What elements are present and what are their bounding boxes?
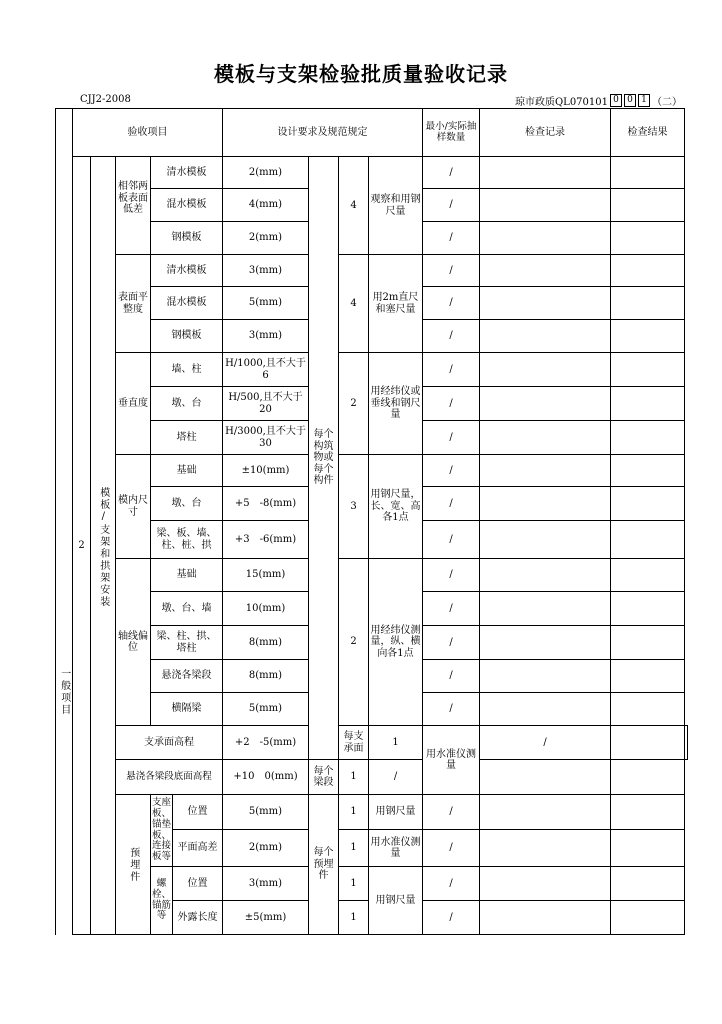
row-record[interactable] bbox=[480, 592, 611, 626]
row-sample: / bbox=[423, 559, 480, 592]
row-record[interactable] bbox=[480, 867, 611, 901]
row-spec: 3(mm) bbox=[223, 867, 309, 901]
bottom-sample: / bbox=[369, 760, 423, 795]
inspection-table bbox=[55, 108, 688, 935]
row-result[interactable] bbox=[611, 867, 685, 901]
bottom-item: 悬浇各梁段底面高程 bbox=[116, 760, 223, 795]
section-vertical-qty: 2 bbox=[339, 353, 369, 455]
freq-component: 每个构筑物或每个构件 bbox=[313, 429, 334, 487]
row-sample: / bbox=[423, 830, 480, 867]
row-spec: 3(mm) bbox=[223, 320, 309, 353]
row-item: 钢模板 bbox=[151, 222, 223, 255]
row-spec: 4(mm) bbox=[223, 189, 309, 222]
embedded-name-cell bbox=[116, 795, 151, 935]
row-item: 平面高差 bbox=[173, 830, 223, 867]
row-sample: / bbox=[423, 287, 480, 320]
row-item: 钢模板 bbox=[151, 320, 223, 353]
embedded-freq: 每个预埋件 bbox=[309, 795, 339, 935]
section-inner-qty: 3 bbox=[339, 455, 369, 559]
row-record[interactable] bbox=[611, 726, 685, 760]
row-method: 用钢尺量 bbox=[369, 795, 423, 830]
section-adjacent-name: 相邻两板表面低差 bbox=[116, 157, 151, 255]
bottom-freq: 每个梁段 bbox=[309, 760, 339, 795]
row-sample: / bbox=[423, 901, 480, 935]
row-result[interactable] bbox=[611, 901, 685, 935]
row-result[interactable] bbox=[685, 726, 688, 760]
row-item: 基础 bbox=[151, 559, 223, 592]
category-label: 一般项目 bbox=[58, 667, 70, 716]
row-record[interactable] bbox=[480, 320, 611, 353]
row-record[interactable] bbox=[480, 287, 611, 320]
row-sample: / bbox=[423, 521, 480, 559]
row-sample: / bbox=[423, 660, 480, 693]
row-sample: / bbox=[423, 592, 480, 626]
row-result[interactable] bbox=[611, 626, 685, 660]
section-vertical-name: 垂直度 bbox=[116, 353, 151, 455]
row-spec: 2(mm) bbox=[223, 222, 309, 255]
group-name-cell bbox=[91, 157, 116, 935]
row-result[interactable] bbox=[611, 255, 685, 287]
row-record[interactable] bbox=[480, 559, 611, 592]
support-spec: +2 -5(mm) bbox=[223, 726, 309, 760]
support-qty: 1 bbox=[369, 726, 423, 760]
row-result[interactable] bbox=[611, 660, 685, 693]
row-sample: / bbox=[423, 255, 480, 287]
doc-number-box-2[interactable]: 0 bbox=[624, 94, 636, 107]
row-sample: / bbox=[423, 421, 480, 455]
row-result[interactable] bbox=[611, 760, 685, 795]
row-spec: H/500,且不大于20 bbox=[223, 387, 309, 421]
section-vertical-method: 用经纬仪或垂线和钢尺量 bbox=[369, 353, 423, 455]
row-sample: / bbox=[423, 487, 480, 521]
row-method: 用水准仪测量 bbox=[369, 830, 423, 867]
row-sample: / bbox=[423, 320, 480, 353]
row-record[interactable] bbox=[480, 487, 611, 521]
row-item: 墩、台 bbox=[151, 387, 223, 421]
support-sample: / bbox=[480, 726, 611, 760]
section-inner-method: 用钢尺量，长、宽、高各1点 bbox=[369, 455, 423, 559]
row-spec: H/3000,且不大于30 bbox=[223, 421, 309, 455]
group-name: 模板/支架和拱架安装 bbox=[97, 487, 109, 608]
category-cell bbox=[56, 109, 73, 935]
row-record[interactable] bbox=[480, 660, 611, 693]
row-result[interactable] bbox=[611, 189, 685, 222]
row-item: 位置 bbox=[173, 867, 223, 901]
row-qty: 1 bbox=[339, 795, 369, 830]
row-item: 清水模板 bbox=[151, 255, 223, 287]
row-result[interactable] bbox=[611, 455, 685, 487]
header-item: 验收项目 bbox=[73, 109, 223, 157]
row-result[interactable] bbox=[611, 592, 685, 626]
row-record[interactable] bbox=[480, 795, 611, 830]
row-record[interactable] bbox=[480, 157, 611, 189]
row-spec: 5(mm) bbox=[223, 287, 309, 320]
section-axis-method: 用经纬仪测量，纵、横向各1点 bbox=[369, 559, 423, 726]
freq-component-cell bbox=[309, 157, 339, 760]
bottom-qty: 1 bbox=[339, 760, 369, 795]
row-record[interactable] bbox=[480, 693, 611, 726]
row-spec: 2(mm) bbox=[223, 830, 309, 867]
doc-number-box-3[interactable]: 1 bbox=[638, 94, 650, 107]
row-sample: / bbox=[423, 455, 480, 487]
row-record[interactable] bbox=[480, 189, 611, 222]
bottom-spec: +10 0(mm) bbox=[223, 760, 309, 795]
section-axis-qty: 2 bbox=[339, 559, 369, 726]
row-spec: ±10(mm) bbox=[223, 455, 309, 487]
doc-number-prefix: 琼市政质QL070101 bbox=[514, 97, 608, 108]
row-record[interactable] bbox=[480, 521, 611, 559]
section-flatness-method: 用2m直尺和塞尺量 bbox=[369, 255, 423, 353]
row-spec: 10(mm) bbox=[223, 592, 309, 626]
section-adjacent-method: 观察和用钢尺量 bbox=[369, 157, 423, 255]
row-item: 墙、柱 bbox=[151, 353, 223, 387]
row-spec: +3 -6(mm) bbox=[223, 521, 309, 559]
row-result[interactable] bbox=[611, 521, 685, 559]
row-spec: 15(mm) bbox=[223, 559, 309, 592]
row-record[interactable] bbox=[480, 830, 611, 867]
row-result[interactable] bbox=[611, 387, 685, 421]
row-spec: H/1000,且不大于6 bbox=[223, 353, 309, 387]
row-item: 梁、板、墙、柱、桩、拱 bbox=[151, 521, 223, 559]
row-sample: / bbox=[423, 353, 480, 387]
row-spec: ±5(mm) bbox=[223, 901, 309, 935]
row-qty: 1 bbox=[339, 901, 369, 935]
level-method: 用水准仪测量 bbox=[423, 726, 480, 795]
row-result[interactable] bbox=[611, 222, 685, 255]
doc-number-suffix: （二） bbox=[652, 97, 682, 108]
row-result[interactable] bbox=[611, 320, 685, 353]
row-record[interactable] bbox=[480, 353, 611, 387]
row-result[interactable] bbox=[611, 830, 685, 867]
embedded-name: 预埋件 bbox=[127, 846, 139, 883]
header-design: 设计要求及规范规定 bbox=[223, 109, 423, 157]
row-sample: / bbox=[423, 626, 480, 660]
row-result[interactable] bbox=[611, 421, 685, 455]
support-freq: 每支承面 bbox=[339, 726, 369, 760]
row-item: 墩、台、墙 bbox=[151, 592, 223, 626]
section-axis-name: 轴线偏位 bbox=[116, 559, 151, 726]
section-flatness-name: 表面平整度 bbox=[116, 255, 151, 353]
row-record[interactable] bbox=[480, 387, 611, 421]
section-inner-name: 模内尺寸 bbox=[116, 455, 151, 559]
row-spec: 2(mm) bbox=[223, 157, 309, 189]
header-result: 检查结果 bbox=[611, 109, 685, 157]
row-qty: 1 bbox=[339, 830, 369, 867]
section-adjacent-qty: 4 bbox=[339, 157, 369, 255]
embedded-bolt-group: 螺栓、锚筋等 bbox=[151, 867, 173, 935]
row-sample: / bbox=[423, 693, 480, 726]
row-item: 塔柱 bbox=[151, 421, 223, 455]
row-result[interactable] bbox=[611, 287, 685, 320]
row-spec: +5 -8(mm) bbox=[223, 487, 309, 521]
row-record[interactable] bbox=[480, 455, 611, 487]
row-item: 墩、台 bbox=[151, 487, 223, 521]
row-item: 混水模板 bbox=[151, 189, 223, 222]
row-record[interactable] bbox=[480, 626, 611, 660]
row-record[interactable] bbox=[480, 222, 611, 255]
row-spec: 8(mm) bbox=[223, 660, 309, 693]
row-sample: / bbox=[423, 189, 480, 222]
document-number bbox=[515, 93, 682, 108]
row-result[interactable] bbox=[611, 353, 685, 387]
row-spec: 5(mm) bbox=[223, 795, 309, 830]
row-record[interactable] bbox=[480, 760, 611, 795]
row-record[interactable] bbox=[480, 901, 611, 935]
row-item: 横隔梁 bbox=[151, 693, 223, 726]
row-sample: / bbox=[423, 387, 480, 421]
row-sample: / bbox=[423, 867, 480, 901]
row-item: 基础 bbox=[151, 455, 223, 487]
doc-number-box-1[interactable]: 0 bbox=[610, 94, 622, 107]
row-result[interactable] bbox=[611, 559, 685, 592]
row-result[interactable] bbox=[611, 795, 685, 830]
support-item: 支承面高程 bbox=[116, 726, 223, 760]
row-spec: 5(mm) bbox=[223, 693, 309, 726]
header-record: 检查记录 bbox=[480, 109, 611, 157]
row-item: 混水模板 bbox=[151, 287, 223, 320]
row-result[interactable] bbox=[611, 157, 685, 189]
row-item: 清水模板 bbox=[151, 157, 223, 189]
row-qty: 1 bbox=[339, 867, 369, 901]
row-record[interactable] bbox=[480, 255, 611, 287]
section-flatness-qty: 4 bbox=[339, 255, 369, 353]
row-sample: / bbox=[423, 795, 480, 830]
row-result[interactable] bbox=[611, 693, 685, 726]
group-index: 2 bbox=[78, 539, 85, 551]
row-record[interactable] bbox=[480, 421, 611, 455]
standard-code: CJJ2-2008 bbox=[80, 94, 131, 105]
embedded-bolt-method: 用钢尺量 bbox=[369, 867, 423, 935]
row-item: 梁、柱、拱、塔柱 bbox=[151, 626, 223, 660]
row-item: 悬浇各梁段 bbox=[151, 660, 223, 693]
header-sample: 最小/实际抽样数量 bbox=[423, 109, 480, 157]
row-item: 外露长度 bbox=[173, 901, 223, 935]
page-title: 模板与支架检验批质量验收记录 bbox=[214, 62, 508, 86]
row-spec: 8(mm) bbox=[223, 626, 309, 660]
group-index-cell bbox=[73, 157, 91, 935]
row-sample: / bbox=[423, 222, 480, 255]
row-item: 位置 bbox=[173, 795, 223, 830]
row-sample: / bbox=[423, 157, 480, 189]
row-spec: 3(mm) bbox=[223, 255, 309, 287]
embedded-plate-group: 支座板、锚垫板、连接板等 bbox=[151, 795, 173, 867]
row-result[interactable] bbox=[611, 487, 685, 521]
